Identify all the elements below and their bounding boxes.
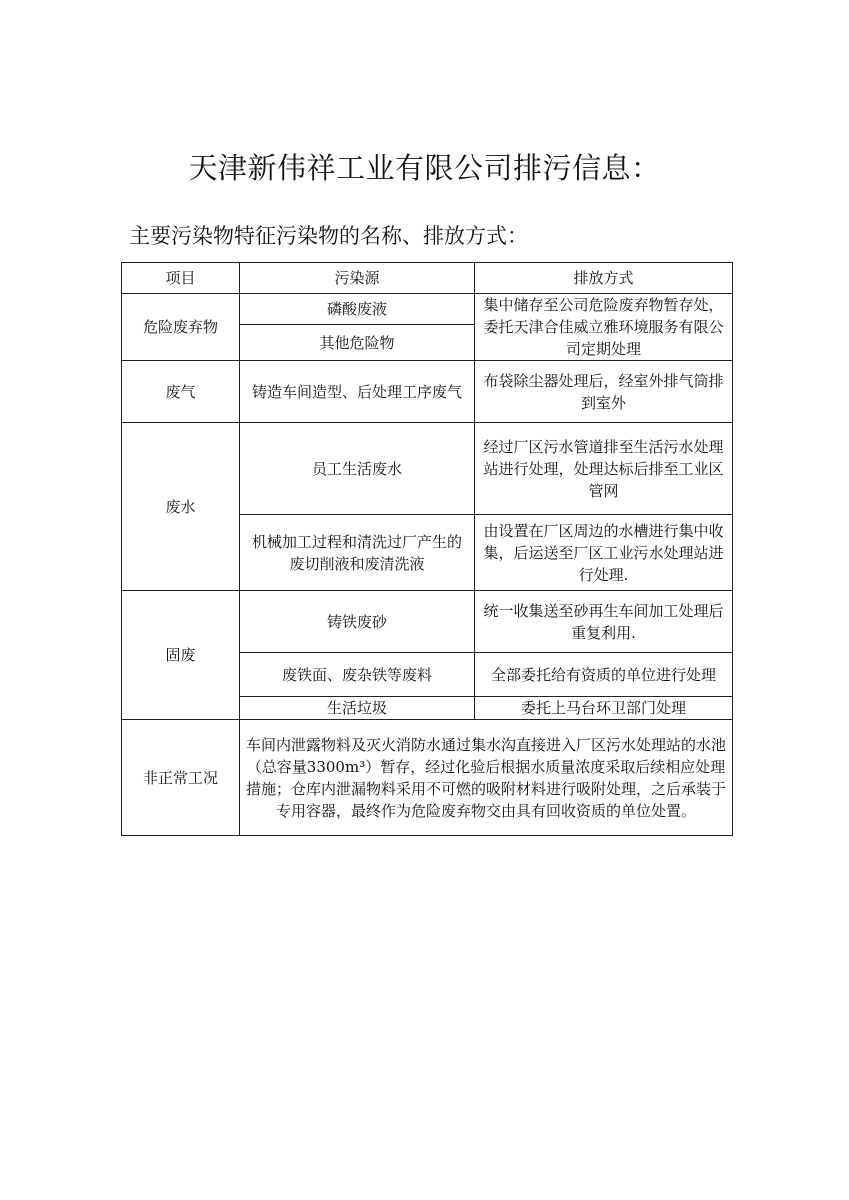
source-cell: 员工生活废水 bbox=[240, 423, 475, 515]
abnormal-text: 车间内泄露物料及灭火消防水通过集水沟直接进入厂区污水处理站的水池（总容量3300m³）暂存，经过化验后根据水质量浓度采取后续相应处理措施；仓库内泄漏物料采用不可燃的吸附材料进行吸附处理，之后承装于专用容器，最终作为危险废弃物交由具有回收资质的单位处置。 bbox=[240, 720, 733, 836]
source-cell: 其他危险物 bbox=[240, 325, 475, 361]
source-cell: 铸造车间造型、后处理工序废气 bbox=[240, 361, 475, 423]
method-cell: 统一收集送至砂再生车间加工处理后重复利用. bbox=[475, 591, 733, 653]
table-row bbox=[122, 720, 733, 836]
source-cell: 废铁面、废杂铁等废料 bbox=[240, 653, 475, 697]
method-cell: 集中储存至公司危险废弃物暂存处，委托天津合佳威立雅环境服务有限公司定期处理 bbox=[475, 294, 733, 361]
method-cell: 经过厂区污水管道排至生活污水处理站进行处理，处理达标后排至工业区管网 bbox=[475, 423, 733, 515]
category-abnormal: 非正常工况 bbox=[122, 720, 240, 836]
source-cell: 磷酸废液 bbox=[240, 294, 475, 325]
table-row bbox=[122, 591, 733, 653]
table-row bbox=[122, 423, 733, 515]
method-cell: 布袋除尘器处理后，经室外排气筒排到室外 bbox=[475, 361, 733, 423]
header-item: 项目 bbox=[122, 263, 240, 294]
pollution-table bbox=[121, 262, 733, 836]
method-cell: 委托上马台环卫部门处理 bbox=[475, 697, 733, 720]
table-row bbox=[122, 361, 733, 423]
header-method: 排放方式 bbox=[475, 263, 733, 294]
category-hazardous: 危险废弃物 bbox=[122, 294, 240, 361]
source-cell: 机械加工过程和清洗过厂产生的废切削液和废清洗液 bbox=[240, 515, 475, 591]
header-source: 污染源 bbox=[240, 263, 475, 294]
section-subtitle: 主要污染物特征污染物的名称、排放方式： bbox=[129, 224, 528, 248]
method-cell: 由设置在厂区周边的水槽进行集中收集，后运送至厂区工业污水处理站进行处理. bbox=[475, 515, 733, 591]
category-wastewater: 废水 bbox=[122, 423, 240, 591]
table-row bbox=[122, 294, 733, 325]
source-cell: 铸铁废砂 bbox=[240, 591, 475, 653]
category-solid: 固废 bbox=[122, 591, 240, 720]
table-header-row bbox=[122, 263, 733, 294]
page-title: 天津新伟祥工业有限公司排污信息： bbox=[188, 151, 661, 185]
method-cell: 全部委托给有资质的单位进行处理 bbox=[475, 653, 733, 697]
source-cell: 生活垃圾 bbox=[240, 697, 475, 720]
category-exhaust: 废气 bbox=[122, 361, 240, 423]
